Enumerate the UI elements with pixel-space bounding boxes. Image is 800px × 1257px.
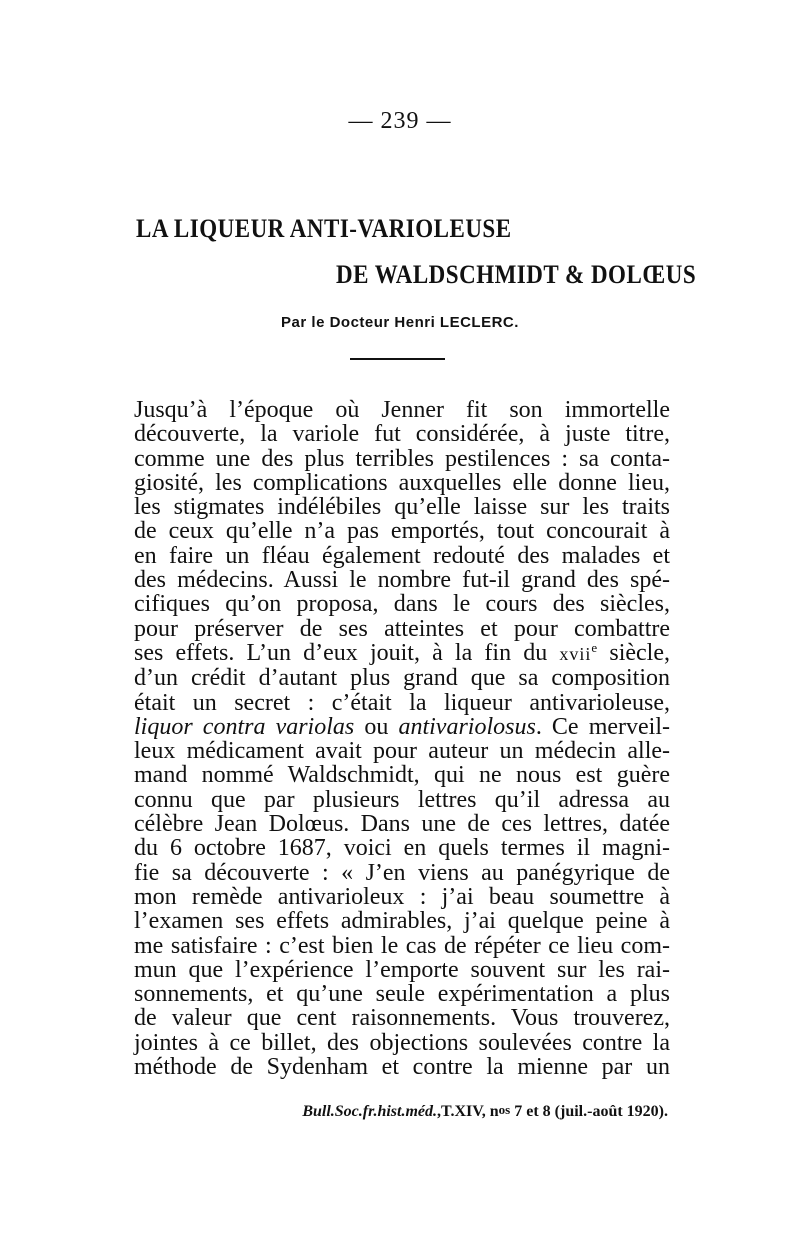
author-byline: Par le Docteur Henri LECLERC.	[281, 314, 519, 331]
text-line: célèbre Jean Dolœus. Dans une de ces lettres, datée	[134, 811, 670, 838]
text-line: fie sa découverte : « J’en viens au panégyrique de	[134, 859, 670, 886]
text-line: de ceux qu’elle n’a pas emportés, tout concourait à	[134, 518, 670, 545]
text-line: mon remède antivarioleux : j’ai beau soumettre à	[134, 883, 670, 910]
century-superscript: e	[591, 639, 598, 655]
text-line: giosité, les complications auxquelles elle donne lieu,	[134, 469, 670, 496]
text-line	[134, 715, 670, 739]
text-line: découverte, la variole fut considérée, à juste titre,	[134, 421, 670, 448]
journal-name: Bull.Soc.fr.hist.méd.	[302, 1103, 438, 1120]
text-line: comme une des plus terribles pestilences : sa conta-	[134, 445, 670, 472]
text-fragment: . Ce merveil-	[535, 713, 670, 740]
latin-term: liquor contra variolas	[134, 713, 355, 740]
citation-footer	[0, 1103, 668, 1121]
text-line: les stigmates indélébiles qu’elle laisse sur les traits	[134, 494, 670, 521]
citation-superscript: os	[498, 1102, 511, 1117]
text-line: jointes à ce billet, des objections soulevées contre la	[134, 1029, 670, 1056]
century-numeral: xvii	[559, 643, 592, 664]
text-line: pour préserver de ses atteintes et pour combattre	[134, 615, 670, 642]
text-line: mun que l’expérience l’emporte souvent sur les rai-	[134, 956, 670, 983]
title-divider	[350, 358, 445, 360]
text-line: mand nommé Waldschmidt, qui ne nous est guère	[134, 762, 670, 789]
text-line	[134, 641, 670, 666]
text-line: l’examen ses effets admirables, j’ai quelque peine à	[134, 908, 670, 935]
text-fragment: siècle,	[597, 639, 670, 666]
text-line: du 6 octobre 1687, voici en quels termes il magni-	[134, 835, 670, 862]
text-line: d’un crédit d’autant plus grand que sa composition	[134, 665, 670, 692]
text-fragment: ou	[354, 713, 399, 740]
text-line: des médecins. Aussi le nombre fut-il grand des spé-	[134, 567, 670, 594]
latin-term: antivariolosus	[398, 713, 536, 740]
article-body	[134, 398, 670, 1079]
text-line: méthode de Sydenham et contre la mienne par un	[134, 1054, 670, 1081]
article-title-line-2: DE WALDSCHMIDT & DOLŒUS	[336, 260, 697, 289]
text-line: cifiques qu’on proposa, dans le cours des siècles,	[134, 591, 670, 618]
text-line: leux médicament avait pour auteur un médecin alle-	[134, 738, 670, 765]
text-line: de valeur que cent raisonnements. Vous trouverez,	[134, 1005, 670, 1032]
citation-details: ,T.XIV, n	[437, 1103, 499, 1120]
text-line: me satisfaire : c’est bien le cas de répéter ce lieu com-	[134, 932, 670, 959]
text-line: connu que par plusieurs lettres qu’il adressa au	[134, 786, 670, 813]
text-line: Jusqu’à l’époque où Jenner fit son immortelle	[134, 397, 670, 423]
page-number: — 239 —	[348, 108, 452, 134]
text-line: sonnements, et qu’une seule expérimentation a plus	[134, 981, 670, 1008]
text-line: était un secret : c’était la liqueur antivarioleuse,	[134, 689, 670, 716]
text-line: en faire un fléau également redouté des malades et	[134, 542, 670, 569]
citation-issue: 7 et 8 (juil.-août 1920).	[510, 1103, 668, 1120]
text-fragment: ses effets. L’un d’eux jouit, à la fin du	[134, 639, 560, 666]
article-title-line-1: LA LIQUEUR ANTI-VARIOLEUSE	[136, 214, 512, 243]
